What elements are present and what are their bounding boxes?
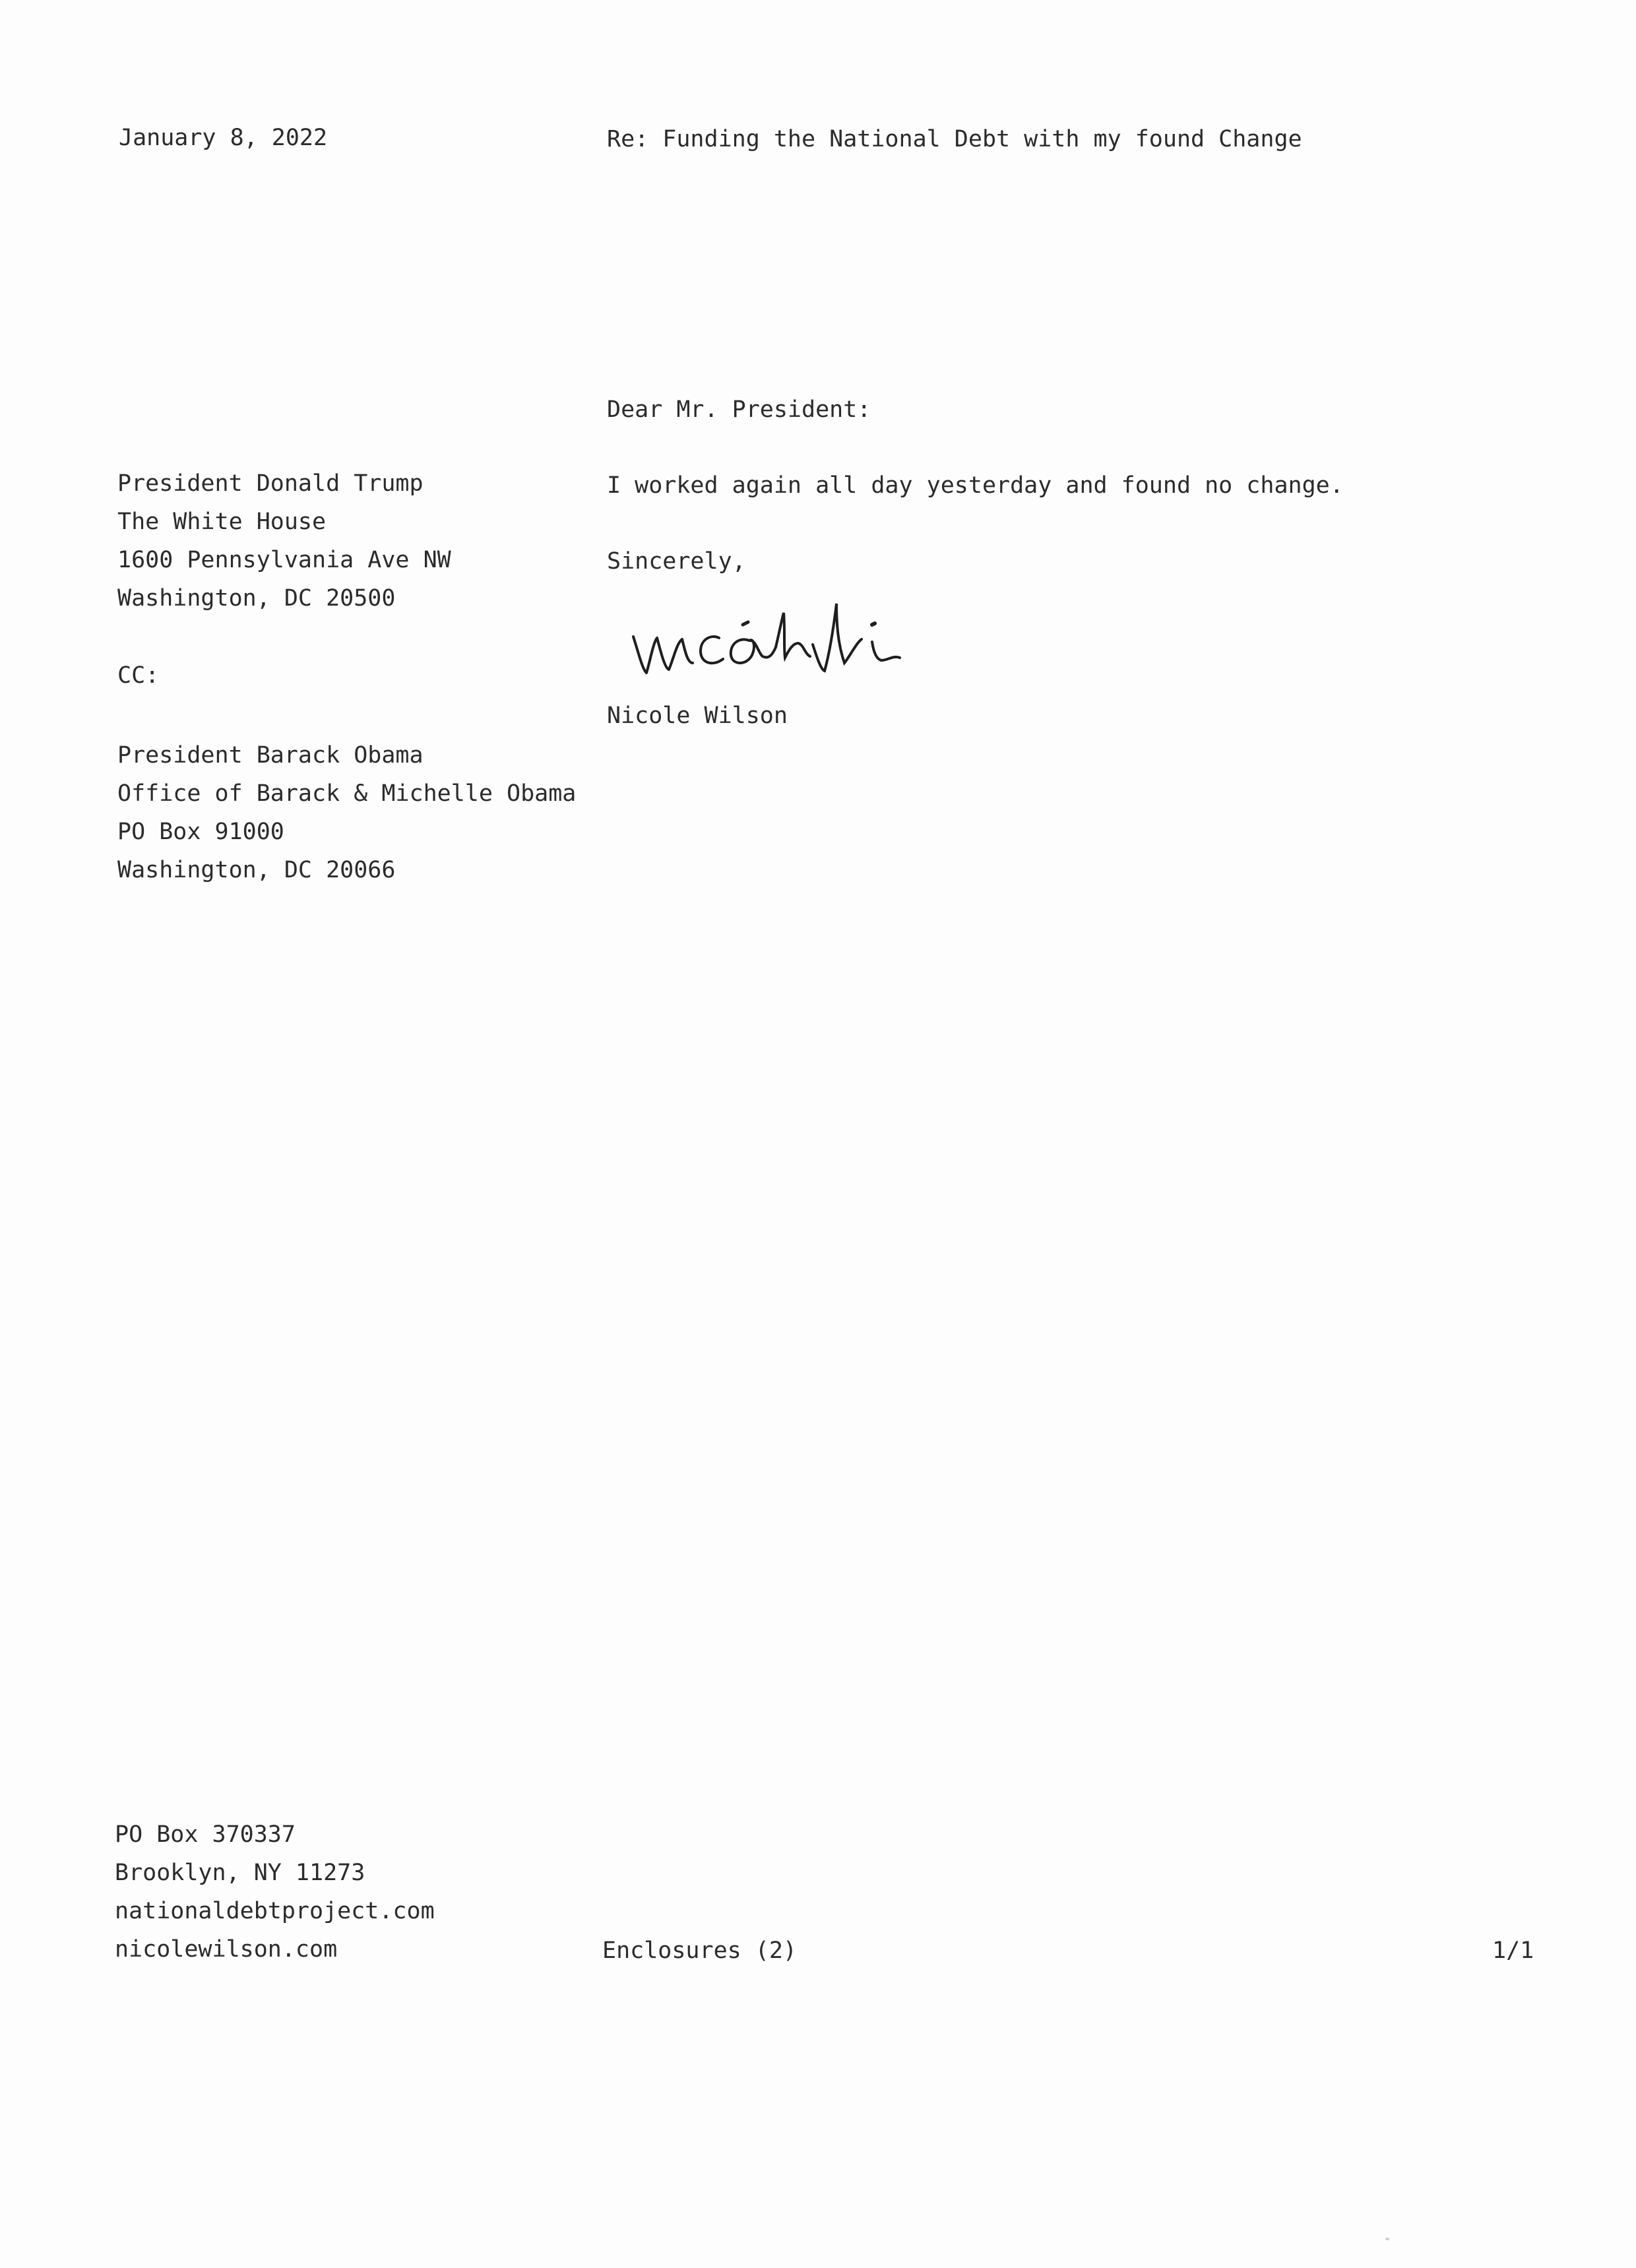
cc-line: President Barack Obama [117, 742, 424, 769]
recipient-address [117, 464, 451, 617]
cc-line: Office of Barack & Michelle Obama [117, 780, 577, 807]
recipient-line: The White House [117, 509, 327, 535]
recipient-line: 1600 Pennsylvania Ave NW [117, 547, 451, 573]
page-number: 1/1 [1492, 1937, 1534, 1964]
sender-address [115, 1815, 435, 1969]
sender-website: nicolewilson.com [115, 1936, 338, 1963]
handwritten-signature [627, 590, 970, 689]
letter-body: I worked again all day yesterday and found no change. [607, 472, 1344, 499]
cc-line: PO Box 91000 [117, 819, 284, 845]
sender-website: nationaldebtproject.com [115, 1898, 435, 1924]
letter-date: January 8, 2022 [119, 125, 328, 151]
cc-line: Washington, DC 20066 [117, 857, 396, 883]
closing: Sincerely, [607, 548, 746, 575]
signer-name: Nicole Wilson [607, 703, 788, 729]
scan-speck [1385, 2238, 1389, 2240]
sender-line: PO Box 370337 [115, 1821, 296, 1848]
recipient-line: President Donald Trump [117, 470, 424, 497]
sender-line: Brooklyn, NY 11273 [115, 1860, 365, 1886]
salutation: Dear Mr. President: [607, 396, 871, 423]
enclosures-note: Enclosures (2) [602, 1937, 798, 1964]
cc-label: CC: [117, 662, 160, 689]
recipient-line: Washington, DC 20500 [117, 585, 396, 612]
cc-address [117, 736, 576, 889]
letter-subject: Re: Funding the National Debt with my found Change [607, 126, 1302, 152]
